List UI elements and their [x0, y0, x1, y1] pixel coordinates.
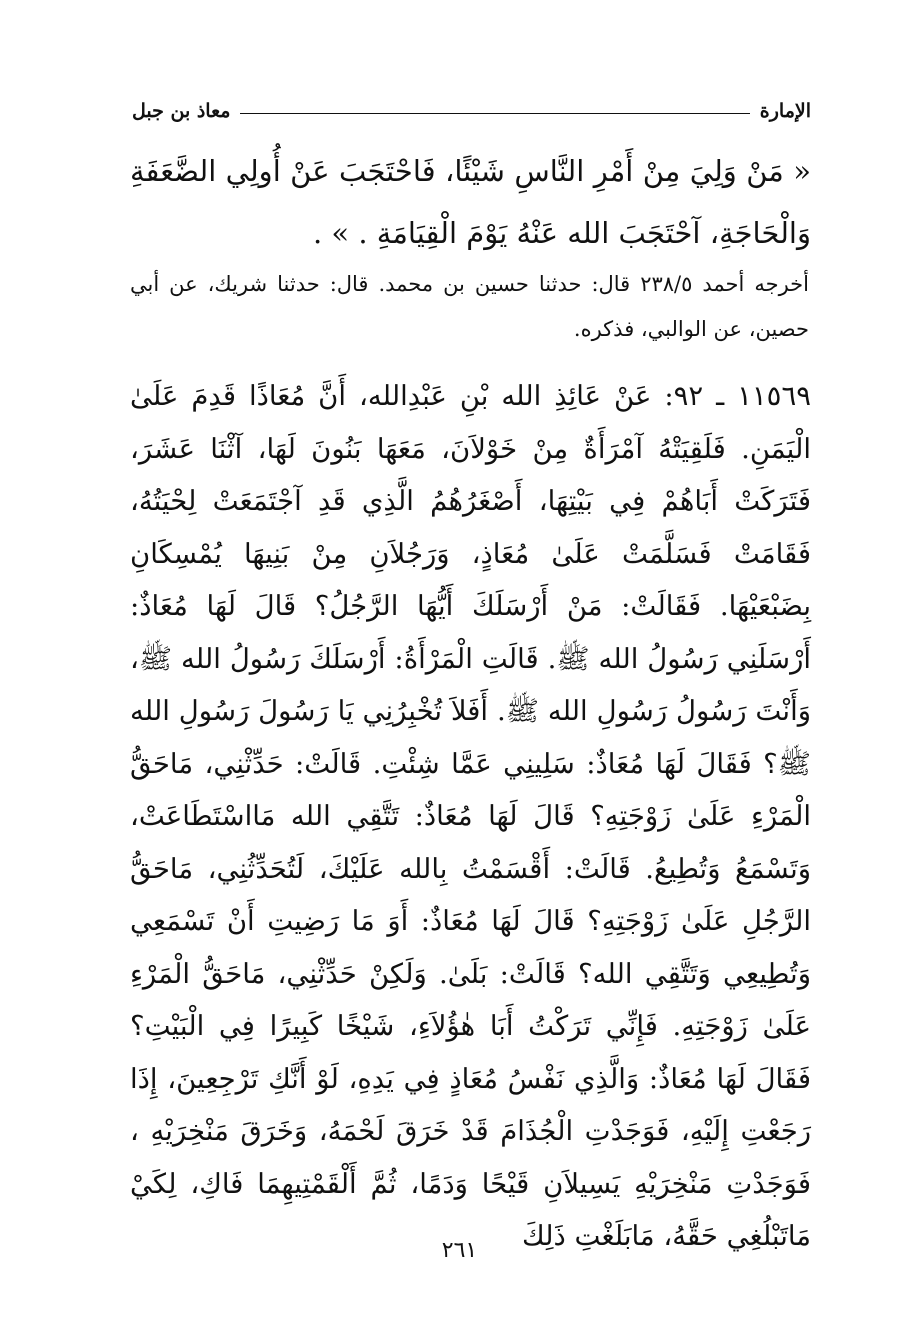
- narration-text: عَنْ عَائِذِ الله بْنِ عَبْدِالله، أَنَّ مُعَاذًا قَدِمَ عَلَىٰ الْيَمَنِ. فَلَقِيَتْهُ آمْرَأَةٌ مِنْ خَوْلاَنَ، مَعَهَا بَنُونَ لَهَا، آثْنَا عَشَرَ، فَتَرَكَتْ أَبَاهُمْ فِي بَيْتِهَا، أَصْغَرُهُمُ الَّذِي قَدِ آجْتَمَعَتْ لِحْيَتُهُ، فَقَامَتْ فَسَلَّمَتْ عَلَىٰ مُعَاذٍ، وَرَجُلاَنِ مِنْ بَنِيهَا يُمْسِكَانِ بِضَبْعَيْهَا. فَقَالَتْ: مَنْ أَرْسَلَكَ أَيُّهَا الرَّجُلُ؟ قَالَ لَهَا مُعَاذٌ: أَرْسَلَنِي رَسُولُ الله ﷺ. قَالَتِ الْمَرْأَةُ: أَرْسَلَكَ رَسُولُ الله ﷺ، وَأَنْتَ رَسُولُ رَسُولِ الله ﷺ. أَفَلاَ تُخْبِرُنِي يَا رَسُولَ رَسُولِ الله ﷺ؟ فَقَالَ لَهَا مُعَاذٌ: سَلِينِي عَمَّا شِئْتِ. قَالَتْ: حَدِّثْنِي، مَاحَقُّ الْمَرْءِ عَلَىٰ زَوْجَتِهِ؟ قَالَ لَهَا مُعَاذٌ: تَتَّقِي الله مَااسْتَطَاعَتْ، وَتَسْمَعُ وَتُطِيعُ. قَالَتْ: أَقْسَمْتُ بِالله عَلَيْكَ، لَتُحَدِّثُنِي، مَاحَقُّ الرَّجُلِ عَلَىٰ زَوْجَتِهِ؟ قَالَ لَهَا مُعَاذٌ: أَوَ مَا رَضِيتِ أَنْ تَسْمَعِي وَتُطِيعِي وَتَتَّقِي الله؟ قَالَتْ: بَلَىٰ. وَلَكِنْ حَدِّثْنِي، مَاحَقُّ الْمَرْءِ عَلَىٰ زَوْجَتِهِ. فَإِنِّي تَرَكْتُ أَبَا هٰؤُلاَءِ، شَيْخًا كَبِيرًا فِي الْبَيْتِ؟ فَقَالَ لَهَا مُعَاذٌ: وَالَّذِي نَفْسُ مُعَاذٍ فِي يَدِهِ، لَوْ أَنَّكِ تَرْجِعِينَ، إِذَا رَجَعْتِ إِلَيْهِ، فَوَجَدْتِ الْجُذَامَ قَدْ خَرَقَ لَحْمَهُ، وَخَرَقَ مَنْخِرَيْهِ ، فَوَجَدْتِ مَنْخِرَيْهِ يَسِيلاَنِ قَيْحًا وَدَمًا، ثُمَّ أَلْقَمْتِيهِمَا فَاكِ، لِكَيْ مَاتَبْلُغِي حَقَّهُ، مَابَلَغْتِ ذَلِكَ: [130, 380, 811, 1252]
- narration-paragraph: [130, 370, 811, 1263]
- hadith-quote: « مَنْ وَلِيَ مِنْ أَمْرِ النَّاسِ شَيْئًا، فَاحْتَجَبَ عَنْ أُولِي الضَّعَفَةِ وَالْحَاجَةِ، آحْتَجَبَ الله عَنْهُ يَوْمَ الْقِيَامَةِ . » .: [130, 154, 811, 250]
- header-rule: [240, 113, 749, 114]
- takhrij-note: أخرجه أحمد ٢٣٨/٥ قال: حدثنا حسين بن محمد. قال: حدثنا شريك، عن أبي حصين، عن الوالبي، فذكره.: [130, 272, 809, 341]
- header-narrator-name: معاذ بن جبل: [132, 100, 231, 122]
- header-chapter-title: الإمارة: [759, 100, 811, 122]
- page-number: ٢٦١: [441, 1238, 478, 1263]
- running-header: [132, 92, 811, 122]
- hadith-number: ١١٥٦٩ ـ ٩٢:: [664, 380, 811, 412]
